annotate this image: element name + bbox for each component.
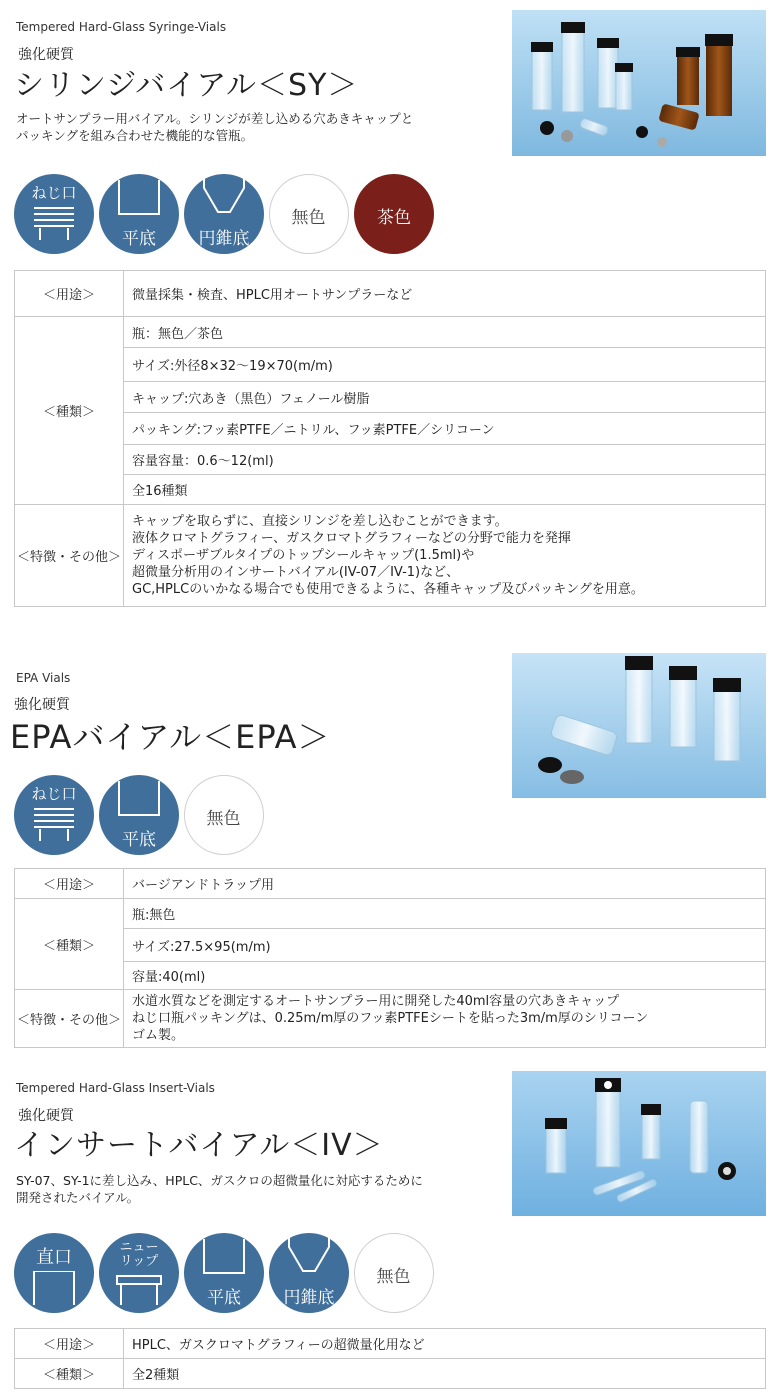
sy-product-photo [512,10,766,156]
iv-product-photo [512,1071,766,1216]
row-value: キャップ:穴あき（黒色）フェノール樹脂 [124,382,766,413]
row-header: ＜用途＞ [15,1329,124,1359]
iv-description-line: SY-07、SY-1に差し込み、HPLC、ガスクロの超微量化に対応するために [16,1173,423,1188]
epa-product-photo [512,653,766,798]
row-header: ＜種類＞ [15,1359,124,1389]
sy-spec-table [14,270,766,607]
row-value: バージアンドトラップ用 [124,869,766,899]
badge-label: 無色 [206,809,241,829]
row-value: 微量採集・検査、HPLC用オートサンプラーなど [124,271,766,317]
conical-bottom-icon [202,178,246,222]
colorless-badge [269,174,349,254]
sy-description [16,110,413,144]
flat-bottom-icon [117,781,161,821]
straight-neck-badge [14,1233,94,1313]
feature-line: GC,HPLCのいかなる場合でも使用できるように、各種キャップ及びパッキングを用意。 [132,582,644,597]
flat-bottom-badge [99,174,179,254]
iv-description [16,1172,423,1206]
row-value: パッキング:フッ素PTFE／ニトリル、フッ素PTFE／シリコーン [124,413,766,445]
iv-english-title: Tempered Hard-Glass Insert-Vials [16,1081,215,1095]
flat-bottom-icon [202,1239,246,1279]
screw-neck-badge [14,775,94,855]
badge-label: 平底 [122,229,156,249]
badge-label: 直口 [36,1247,72,1268]
row-value: 全16種類 [124,475,766,505]
badge-label: 平底 [122,830,156,850]
straight-neck-icon [32,1271,76,1305]
badge-label: 無色 [291,208,326,228]
table-row [15,382,766,413]
row-value: 全2種類 [124,1359,766,1389]
table-row [15,445,766,475]
epa-spec-table [14,868,766,1048]
badge-label: 茶色 [377,208,411,228]
row-value: HPLC、ガスクロマトグラフィーの超微量化用など [124,1329,766,1359]
feature-line: キャップを取らずに、直接シリンジを差し込むことができます。 [132,514,508,529]
feature-line: 水道水質などを測定するオートサンプラー用に開発した40ml容量の穴あきキャップ [132,994,620,1009]
iv-spec-table [14,1328,766,1389]
iv-description-line: 開発されたバイアル。 [16,1190,140,1205]
colorless-badge [354,1233,434,1313]
row-header: ＜種類＞ [15,317,124,505]
table-row [15,962,766,990]
screw-neck-badge [14,174,94,254]
table-row [15,505,766,607]
table-row [15,899,766,929]
table-row [15,869,766,899]
row-header: ＜種類＞ [15,899,124,990]
table-row [15,271,766,317]
row-value: 容量:40(ml) [124,962,766,990]
conical-bottom-badge [184,174,264,254]
flat-bottom-badge [184,1233,264,1313]
table-row [15,1329,766,1359]
badge-label: 円錐底 [283,1288,335,1308]
table-row [15,990,766,1048]
badge-label: 円錐底 [198,229,250,249]
sy-english-title: Tempered Hard-Glass Syringe-Vials [16,20,227,34]
screw-neck-icon [32,805,76,841]
feature-line: 液体クロマトグラフィー、ガスクロマトグラフィーなどの分野で能力を発揮 [132,531,571,546]
table-row [15,1359,766,1389]
sy-material-label: 強化硬質 [18,47,74,63]
feature-line: ねじ口瓶パッキングは、0.25m/m厚のフッ素PTFEシートを貼った3m/m厚のシリコーン [132,1011,649,1026]
colorless-badge [184,775,264,855]
sy-description-line: オートサンプラー用バイアル。シリンジが差し込める穴あきキャップと [16,111,414,126]
iv-material-label: 強化硬質 [18,1108,74,1124]
conical-bottom-badge [269,1233,349,1313]
row-value: サイズ:外径8×32〜19×70(m/m) [124,348,766,382]
table-row [15,348,766,382]
row-value: サイズ:27.5×95(m/m) [124,929,766,962]
epa-english-title: EPA Vials [16,671,71,685]
row-value: 容量容量：0.6〜12(ml) [124,445,766,475]
feature-line: ディスポーザブルタイプのトップシールキャップ(1.5ml)や [132,548,475,563]
row-value: 瓶：無色／茶色 [124,317,766,348]
badge-label: 平底 [207,1288,241,1308]
new-lip-icon [115,1275,163,1305]
screw-neck-icon [32,204,76,240]
table-row [15,475,766,505]
feature-line: ゴム製。 [132,1028,185,1043]
row-value: 瓶:無色 [124,899,766,929]
table-row [15,929,766,962]
epa-page-title: EPAバイアル＜EPA＞ [10,718,331,756]
row-header: ＜特徴・その他＞ [15,990,124,1048]
row-header: ＜用途＞ [15,869,124,899]
conical-bottom-icon [287,1237,331,1281]
sy-page-title: シリンジバイアル＜SY＞ [14,68,359,103]
iv-page-title: インサートバイアル＜IV＞ [14,1128,384,1163]
new-lip-badge [99,1233,179,1313]
table-row [15,317,766,348]
badge-label: ねじ口 [31,184,77,202]
row-header: ＜用途＞ [15,271,124,317]
badge-label: ニュー リップ [119,1240,159,1269]
badge-label: ねじ口 [31,785,77,803]
brown-badge [354,174,434,254]
table-row [15,413,766,445]
badge-label: 無色 [376,1267,411,1287]
flat-bottom-badge [99,775,179,855]
feature-line: 超微量分析用のインサートバイアル(IV-07／IV-1)など、 [132,565,460,580]
sy-description-line: パッキングを組み合わせた機能的な管瓶。 [16,128,254,143]
epa-material-label: 強化硬質 [14,697,70,713]
row-header: ＜特徴・その他＞ [15,505,124,607]
row-value [124,505,766,607]
row-value [124,990,766,1048]
flat-bottom-icon [117,180,161,220]
